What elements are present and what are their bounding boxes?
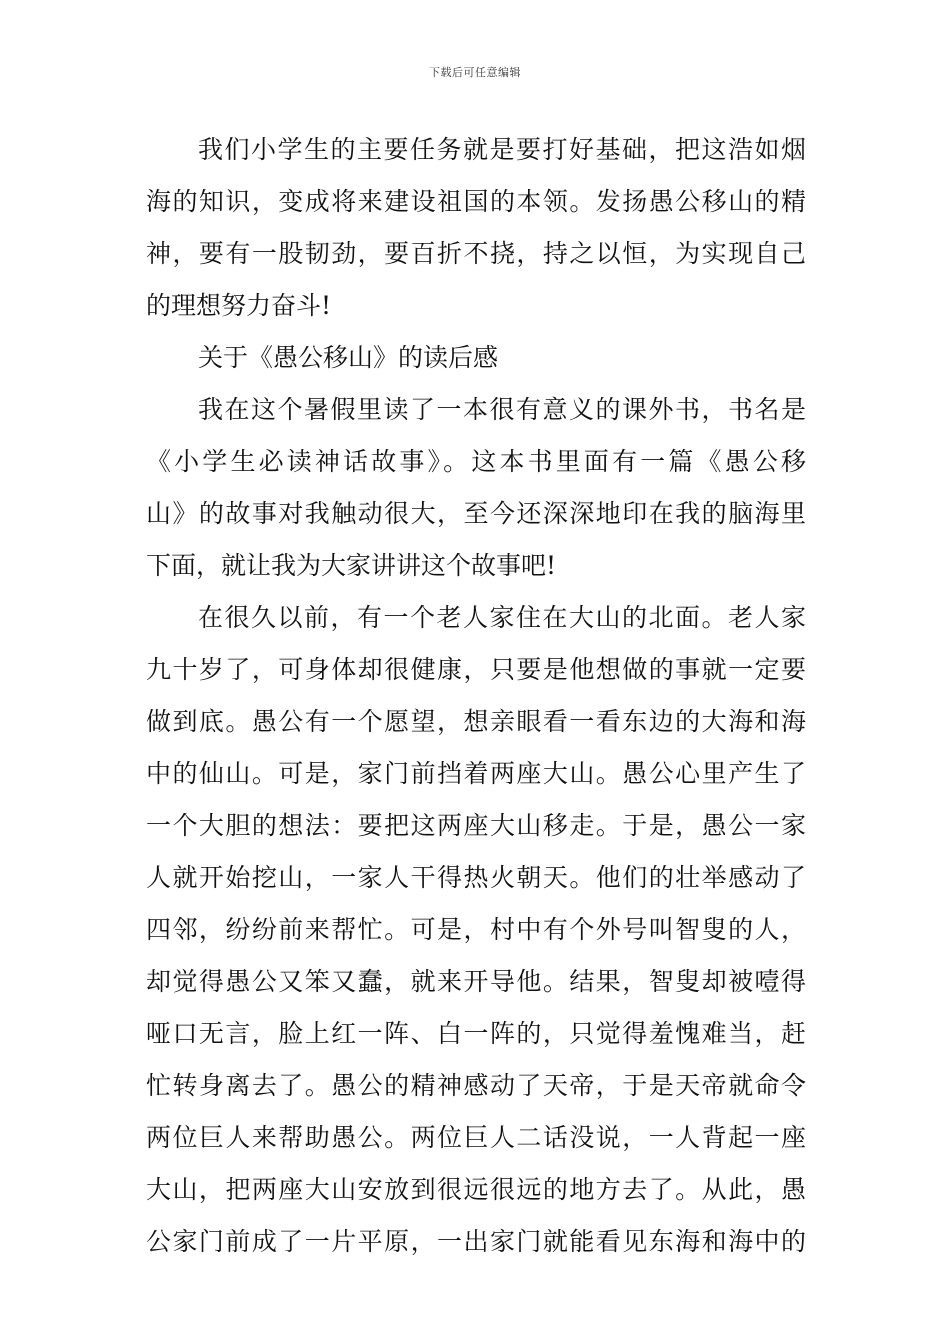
text-line: 海的知识，变成将来建设祖国的本领。发扬愚公移山的精: [146, 187, 806, 216]
text-line: 人就开始挖山，一家人干得热火朝天。他们的壮举感动了: [146, 863, 806, 892]
text-line: 大山，把两座大山安放到很远很远的地方去了。从此，愚: [146, 1175, 806, 1204]
text-line: 《小学生必读神话故事》。这本书里面有一篇《愚公移: [146, 447, 806, 476]
text-line: 下面，就让我为大家讲讲这个故事吧!: [146, 551, 557, 580]
text-line: 忙转身离去了。愚公的精神感动了天帝，于是天帝就命令: [146, 1071, 806, 1100]
text-line: 九十岁了，可身体却很健康，只要是他想做的事就一定要: [146, 655, 806, 684]
text-line: 两位巨人来帮助愚公。两位巨人二话没说，一人背起一座: [146, 1123, 806, 1152]
text-line: 的理想努力奋斗!: [146, 291, 332, 320]
document-body: [146, 124, 806, 1268]
text-line: 中的仙山。可是，家门前挡着两座大山。愚公心里产生了: [146, 759, 806, 788]
text-line: 关于《愚公移山》的读后感: [198, 343, 499, 372]
text-line: 却觉得愚公又笨又蠢，就来开导他。结果，智叟却被噎得: [146, 967, 806, 996]
text-line: 山》的故事对我触动很大，至今还深深地印在我的脑海里: [146, 499, 806, 528]
text-line: 一个大胆的想法：要把这两座大山移走。于是，愚公一家: [146, 811, 806, 840]
page-header: 下载后可任意编辑: [429, 66, 521, 79]
text-line: 我们小学生的主要任务就是要打好基础，把这浩如烟: [198, 135, 806, 164]
text-line: 四邻，纷纷前来帮忙。可是，村中有个外号叫智叟的人，: [146, 915, 806, 944]
text-line: 在很久以前，有一个老人家住在大山的北面。老人家: [198, 603, 806, 632]
text-line: 神，要有一股韧劲，要百折不挠，持之以恒，为实现自己: [146, 239, 806, 268]
text-line: 我在这个暑假里读了一本很有意义的课外书，书名是: [198, 395, 806, 424]
text-line: 做到底。愚公有一个愿望，想亲眼看一看东边的大海和海: [146, 707, 806, 736]
text-line: 哑口无言，脸上红一阵、白一阵的，只觉得羞愧难当，赶: [146, 1019, 806, 1048]
text-line: 公家门前成了一片平原，一出家门就能看见东海和海中的: [146, 1227, 806, 1256]
